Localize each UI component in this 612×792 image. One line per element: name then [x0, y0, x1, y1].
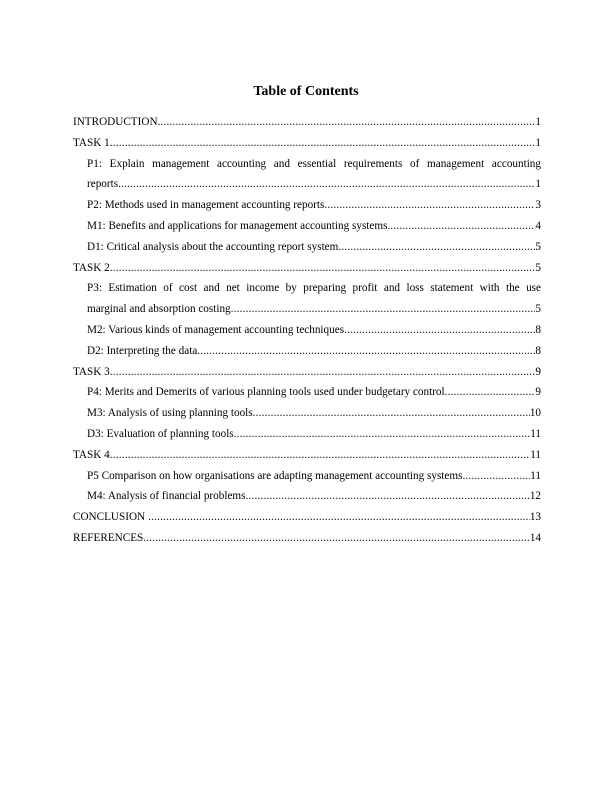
toc-entry-page: 8 [535, 344, 541, 357]
toc-entry-conclusion[interactable] [73, 507, 541, 528]
dot-leader [110, 258, 536, 279]
toc-entry-label: D2: Interpreting the data [87, 344, 198, 357]
toc-entry-label-line2: marginal and absorption costing [87, 303, 231, 316]
toc-entry-label-line1: P1: Explain management accounting and essential requirements of management accounting [87, 157, 541, 170]
toc-entry-task-2[interactable] [73, 258, 541, 279]
toc-entry-label: P4: Merits and Demerits of various planning tools used under budgetary control [87, 386, 445, 399]
toc-entry-label: TASK 4 [73, 448, 110, 461]
toc-entry-p2[interactable] [73, 195, 541, 216]
dot-leader [387, 216, 535, 237]
dot-leader [143, 528, 530, 549]
toc-entry-task-4[interactable] [73, 445, 541, 466]
dot-leader [118, 174, 535, 195]
toc-entry-page: 13 [529, 511, 541, 524]
dot-leader [445, 382, 536, 403]
toc-entry-page: 11 [530, 427, 541, 440]
dot-leader [110, 362, 536, 383]
toc-entry-page: 1 [535, 178, 541, 191]
toc-entry-m4[interactable] [73, 486, 541, 507]
dot-leader [245, 486, 529, 507]
toc-entry-m2[interactable] [73, 320, 541, 341]
toc-entry-label: M3: Analysis of using planning tools [87, 407, 253, 420]
dot-leader [110, 445, 531, 466]
toc-entry-page: 1 [535, 116, 541, 128]
toc-entry-page: 11 [530, 469, 541, 482]
toc-entry-page: 5 [535, 303, 541, 316]
dot-leader [110, 133, 536, 154]
toc-entry-page: 4 [535, 219, 541, 232]
toc-entry-task-3[interactable] [73, 362, 541, 383]
toc-entry-label: M4: Analysis of financial problems [87, 490, 246, 503]
toc-entry-d2[interactable] [73, 341, 541, 362]
dot-leader [197, 341, 535, 362]
dot-leader [344, 320, 535, 341]
toc-entry-label: CONCLUSION [73, 511, 146, 524]
dot-leader [338, 237, 535, 258]
toc-entry-page: 8 [535, 323, 541, 336]
toc-entry-d3[interactable] [73, 424, 541, 445]
toc-entry-label: TASK 1 [73, 136, 110, 149]
toc-entry-page: 9 [535, 365, 541, 378]
toc-entry-task-1[interactable] [73, 133, 541, 154]
toc-entry-label-line1: P3: Estimation of cost and net income by preparing profit and loss statement with the use [87, 282, 541, 295]
toc-title: Table of Contents [253, 84, 359, 99]
toc-entry-introduction[interactable] [73, 112, 541, 133]
toc-entry-p5[interactable] [73, 466, 541, 487]
dot-leader [158, 112, 536, 133]
toc-entry-page: 9 [535, 386, 541, 399]
dot-leader [462, 466, 530, 487]
toc-entry-p1[interactable] [73, 154, 541, 196]
toc-entry-label: P2: Methods used in management accounting reports [87, 199, 325, 212]
toc-entry-label: M2: Various kinds of management accounting techniques [87, 323, 345, 336]
toc-entry-p3[interactable] [73, 278, 541, 320]
toc-entry-label-line2: reports [87, 178, 119, 191]
dot-leader [231, 299, 536, 320]
toc-entry-label: D1: Critical analysis about the accounting report system [87, 240, 339, 253]
toc-entry-page: 5 [535, 240, 541, 253]
toc-entry-page: 1 [535, 136, 541, 149]
dot-leader [324, 195, 535, 216]
toc-entry-label: TASK 3 [73, 365, 110, 378]
dot-leader [253, 403, 530, 424]
toc-entry-label: TASK 2 [73, 261, 110, 274]
toc-entry-m3[interactable] [73, 403, 541, 424]
toc-entry-page: 14 [529, 531, 541, 544]
toc-entry-page: 10 [529, 407, 541, 420]
toc-entry-label: D3: Evaluation of planning tools [87, 427, 234, 440]
toc-entry-page: 3 [535, 199, 541, 212]
toc-entry-label: REFERENCES [73, 531, 144, 544]
toc-entry-m1[interactable] [73, 216, 541, 237]
dot-leader [148, 507, 530, 528]
toc-entry-label: INTRODUCTION [73, 116, 158, 128]
toc-entry-label: M1: Benefits and applications for management accounting systems [87, 219, 388, 232]
toc-entry-page: 5 [535, 261, 541, 274]
dot-leader [234, 424, 531, 445]
toc-entry-page: 12 [529, 490, 541, 503]
toc-entry-page: 11 [530, 448, 541, 461]
toc-entry-label: P5 Comparison on how organisations are adapting management accounting systems [87, 469, 463, 482]
toc-entry-p4[interactable] [73, 382, 541, 403]
table-of-contents [73, 112, 541, 549]
toc-entry-references[interactable] [73, 528, 541, 549]
toc-entry-d1[interactable] [73, 237, 541, 258]
